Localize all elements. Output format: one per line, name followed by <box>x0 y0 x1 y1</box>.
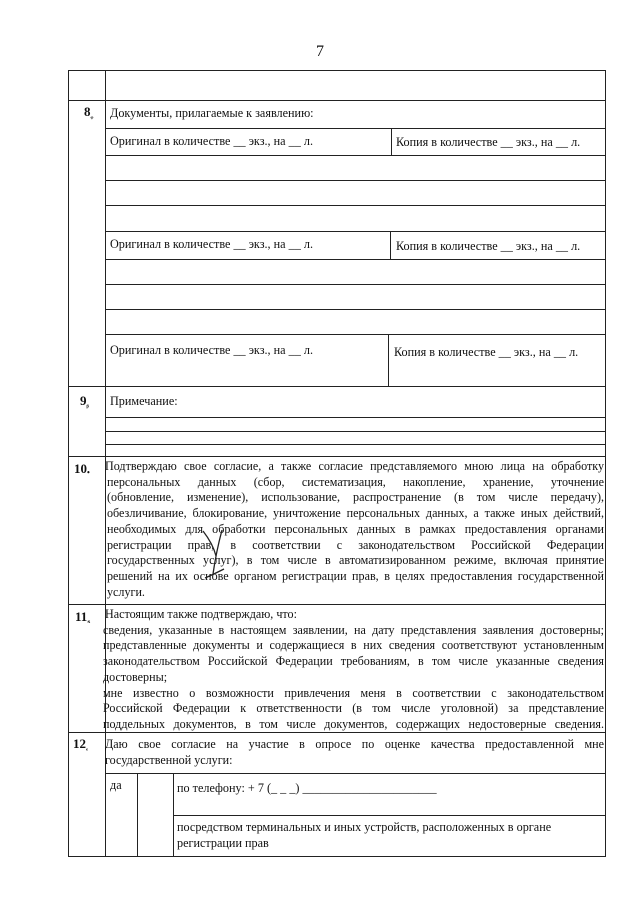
consent-line: персональных данных (сбор, систематизация, накопление, хранение, уточнение <box>107 474 604 489</box>
original-count-label: Оригинал в количестве __ экз., на __ л. <box>110 237 313 251</box>
survey-consent-paragraph <box>105 737 604 768</box>
survey-consent-line: Даю свое согласие на участие в опросе по оценке качества предоставленной мне <box>105 737 604 751</box>
section-number-9: 9ᵦ <box>80 393 89 409</box>
consent-line: необходимых для обработки персональных данных в рамках предоставления органами <box>107 521 604 536</box>
note-title: Примечание: <box>110 394 178 408</box>
acknowledgement-line: поддельных документов, в том числе документов, содержащих недостоверные сведения. <box>103 716 604 731</box>
acknowledgement-line: законодательством Российской Федерации требованиям, в том числе указанные сведения <box>103 654 604 669</box>
original-count-label: Оригинал в количестве __ экз., на __ л. <box>110 343 313 357</box>
consent-line: решений на их основе органом регистрации прав, в целях предоставления государственной <box>107 568 604 583</box>
copy-count-label: Копия в количестве __ экз., на __ л. <box>394 345 579 359</box>
consent-line: услуги. <box>107 584 145 599</box>
terminal-option-line: регистрации прав <box>177 835 269 850</box>
yes-label: да <box>110 778 122 792</box>
section-number-12: 12ₑ <box>73 736 89 752</box>
phone-option-label: по телефону: + 7 (_ _ _) ______________________ <box>177 781 437 795</box>
consent-line: Подтверждаю свое согласие, а также согласие представляемого мною лица на обработку <box>105 459 604 473</box>
consent-line: обезличивание, блокирование, уничтожение персональных данных, а также иных действий, <box>107 506 604 521</box>
acknowledgement-line: сведения, указанные в настоящем заявлении, на дату представления заявления достоверны; <box>103 622 604 637</box>
acknowledgement-line: мне известно о возможности привлечения меня в соответствии с законодательством <box>103 685 604 700</box>
section-number-8: 8ᵩ <box>84 104 94 120</box>
acknowledgement-paragraph <box>103 607 604 733</box>
copy-count-label: Копия в количестве __ экз., на __ л. <box>396 135 581 149</box>
terminal-option-label <box>177 820 551 851</box>
acknowledgement-line: Настоящим также подтверждаю, что: <box>105 607 297 621</box>
acknowledgement-line: представленные документы и содержащиеся в них сведения соответствуют установленным <box>103 638 604 653</box>
page-number: 7 <box>316 43 324 60</box>
terminal-option-line: посредством терминальных и иных устройств, расположенных в органе <box>177 820 552 834</box>
original-count-label: Оригинал в количестве __ экз., на __ л. <box>110 134 313 148</box>
section-number-11: 11ₛ <box>75 609 91 625</box>
section-number-10: 10• <box>74 461 90 477</box>
survey-consent-line: государственной услуги: <box>105 752 233 767</box>
documents-title: Документы, прилагаемые к заявлению: <box>110 106 314 120</box>
consent-line: (обновление, изменение), использование, распространение (в том числе передачу), <box>107 490 604 505</box>
consent-line: государственных услуг), в том числе в автоматизированном режиме, включая принятие <box>107 553 604 568</box>
acknowledgement-line: Российской Федерации к ответственности (в том числе уголовной) за представление <box>103 701 604 716</box>
consent-line: регистрации прав, в соответствии с законодательством Российской Федерации <box>107 537 604 552</box>
acknowledgement-line: достоверны; <box>103 669 168 684</box>
copy-count-label: Копия в количестве __ экз., на __ л. <box>396 239 581 253</box>
